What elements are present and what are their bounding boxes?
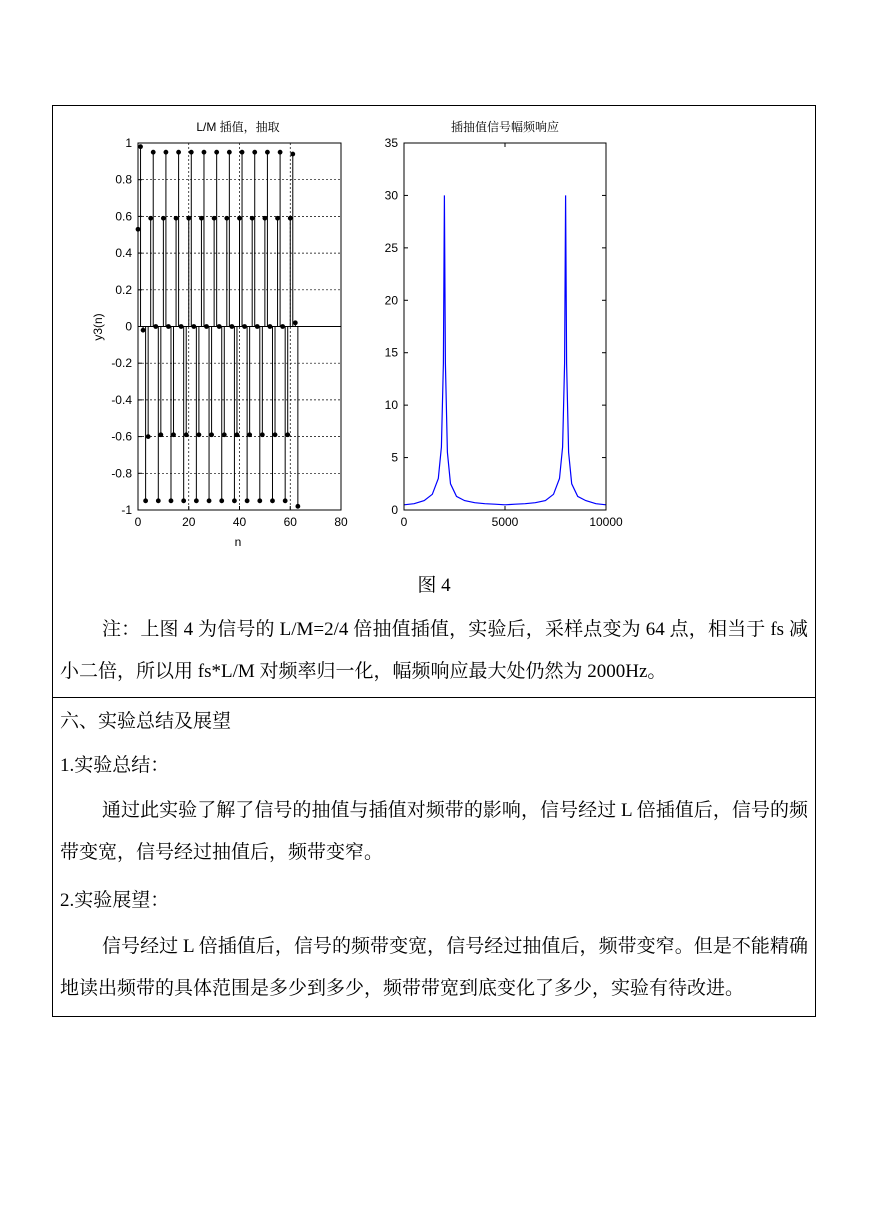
right-plot-xtick-label: 10000 xyxy=(589,515,623,529)
right-plot-ytick-label: 15 xyxy=(384,345,398,360)
left-plot-xtick-label: 80 xyxy=(334,515,348,529)
stem-marker xyxy=(138,144,143,149)
summary-paragraph: 通过此实验了解了信号的抽值与插值对频带的影响，信号经过 L 倍插值后，信号的频带变宽，信号经过抽值后，频带变窄。 xyxy=(60,800,808,863)
stem-marker xyxy=(212,216,217,221)
stem-marker xyxy=(222,432,227,437)
stem-marker xyxy=(265,150,270,155)
left-plot-ytick-label: 0.8 xyxy=(115,172,132,187)
right-plot-xtick-label: 0 xyxy=(400,515,408,529)
stem-marker xyxy=(194,498,199,503)
left-plot-ytick-label: 0.4 xyxy=(115,246,132,261)
stem-marker xyxy=(295,504,300,509)
stem-marker xyxy=(283,498,288,503)
stem-marker xyxy=(278,150,283,155)
stem-marker xyxy=(232,498,237,503)
right-plot-title: 插抽值信号幅频响应 xyxy=(450,120,560,134)
stem-marker xyxy=(293,320,298,325)
left-plot-xtick-label: 40 xyxy=(232,515,247,529)
outlook-heading: 2.实验展望： xyxy=(60,890,170,911)
stem-marker xyxy=(285,432,290,437)
left-plot-ytick-label: 0.6 xyxy=(115,209,132,224)
stem-marker xyxy=(207,498,212,503)
stem-marker xyxy=(260,432,265,437)
stem-marker xyxy=(214,150,219,155)
table-row-divider xyxy=(52,697,816,698)
stem-marker xyxy=(245,498,250,503)
left-plot-ytick-label: 0 xyxy=(125,319,132,334)
stem-marker xyxy=(166,324,171,329)
left-plot-xlabel: n xyxy=(234,535,242,549)
stem-marker xyxy=(250,216,255,221)
stem-marker xyxy=(237,216,242,221)
right-plot-axes-box xyxy=(404,143,606,510)
stem-marker xyxy=(242,324,247,329)
left-plot-ytick-label: -1 xyxy=(121,503,132,517)
stem-marker xyxy=(169,498,174,503)
magnitude-response-plot xyxy=(372,110,642,530)
stem-marker xyxy=(288,216,293,221)
stem-marker xyxy=(268,324,273,329)
stem-marker xyxy=(262,216,267,221)
left-plot-ytick-label: -0.2 xyxy=(111,356,132,371)
stem-marker xyxy=(217,324,222,329)
stem-marker xyxy=(141,328,146,333)
stem-marker xyxy=(224,216,229,221)
figure-caption: 图 4 xyxy=(417,575,451,596)
stem-marker xyxy=(151,150,156,155)
left-plot-ytick-label: -0.6 xyxy=(111,429,132,444)
section-title: 六、实验总结及展望 xyxy=(60,711,232,732)
right-plot-ytick-label: 35 xyxy=(384,136,398,150)
stem-marker xyxy=(156,498,161,503)
stem-marker xyxy=(161,216,166,221)
stem-marker xyxy=(179,324,184,329)
stem-marker xyxy=(153,324,158,329)
left-plot-ytick-label: -0.8 xyxy=(111,466,132,481)
stem-marker xyxy=(164,150,169,155)
stem-marker xyxy=(270,498,275,503)
stem-marker xyxy=(158,432,163,437)
stem-marker xyxy=(148,216,153,221)
stem-marker xyxy=(199,216,204,221)
stem-marker xyxy=(143,498,148,503)
stem-marker xyxy=(204,324,209,329)
summary-heading: 1.实验总结： xyxy=(60,755,170,776)
stem-marker xyxy=(219,498,224,503)
magnitude-response-line xyxy=(404,195,606,504)
right-plot-ytick-label: 0 xyxy=(391,503,398,517)
stem-marker xyxy=(273,432,278,437)
right-plot-ticks xyxy=(385,136,623,529)
left-plot-ytick-label: -0.4 xyxy=(111,392,132,407)
stem-marker xyxy=(184,432,189,437)
stem-marker xyxy=(197,432,202,437)
right-plot-ytick-label: 10 xyxy=(384,398,398,413)
left-plot-ytick-label: 1 xyxy=(125,136,132,150)
stem-marker xyxy=(202,150,207,155)
left-plot-ytick-label: 0.2 xyxy=(115,282,132,297)
stem-marker xyxy=(252,150,257,155)
stem-marker xyxy=(227,150,232,155)
left-plot-xtick-label: 20 xyxy=(182,515,196,529)
outlook-paragraph: 信号经过 L 倍插值后，信号的频带变宽，信号经过抽值后，频带变窄。但是不能精确地读出频带的具体范围是多少到多少，频带带宽到底变化了多少，实验有待改进。 xyxy=(60,936,808,999)
left-plot-xtick-label: 0 xyxy=(134,515,142,529)
right-plot-xtick-label: 5000 xyxy=(491,515,519,529)
stem-marker xyxy=(146,434,151,439)
stem-marker xyxy=(275,216,280,221)
left-plot-ylabel: y3(n) xyxy=(91,313,105,341)
stem-plot-interpolation xyxy=(80,110,355,555)
stem-marker xyxy=(186,216,191,221)
right-plot-ytick-label: 30 xyxy=(384,188,398,203)
stem-marker xyxy=(257,498,262,503)
right-plot-ytick-label: 5 xyxy=(391,450,398,465)
stem-marker xyxy=(171,432,176,437)
left-plot-title: L/M 插值，抽取 xyxy=(196,120,280,134)
right-plot-ytick-label: 25 xyxy=(384,240,398,255)
stem-marker xyxy=(255,324,260,329)
figure-note: 注：上图 4 为信号的 L/M=2/4 倍抽值插值，实验后，采样点变为 64 点，相当于 fs 减小二倍，所以用 fs*L/M 对频率归一化，幅频响应最大处仍然为 2000Hz。 xyxy=(60,619,808,682)
stem-marker xyxy=(176,150,181,155)
stem-marker xyxy=(191,324,196,329)
stem-marker xyxy=(235,432,240,437)
stem-marker xyxy=(181,498,186,503)
stem-marker xyxy=(240,150,245,155)
stem-marker xyxy=(229,324,234,329)
stem-marker xyxy=(174,216,179,221)
stem-marker xyxy=(290,152,295,157)
stem-marker xyxy=(209,432,214,437)
stem-marker xyxy=(280,324,285,329)
stem-marker xyxy=(189,150,194,155)
left-plot-xtick-label: 60 xyxy=(283,515,297,529)
stem-marker xyxy=(247,432,252,437)
right-plot-ytick-label: 20 xyxy=(384,293,398,308)
